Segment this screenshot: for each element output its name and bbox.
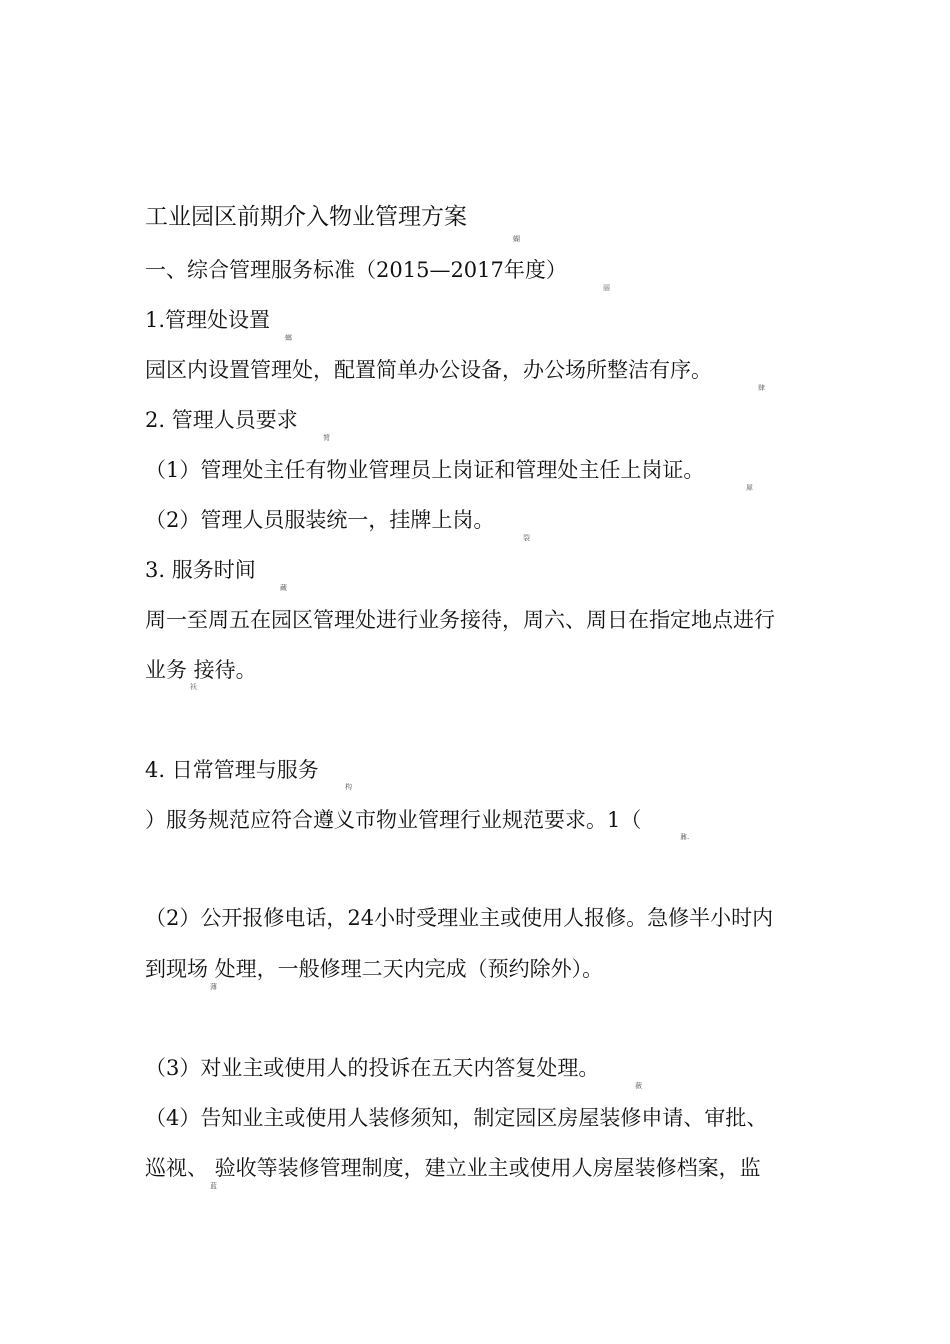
margin-mark: 构 <box>345 783 352 791</box>
paragraph-line: （3）对业主或使用人的投诉在五天内答复处理。 <box>145 1056 600 1080</box>
paragraph-line: 园区内设置管理处，配置简单办公设备，办公场所整洁有序。 <box>145 358 712 382</box>
paragraph-line: （1）管理处主任有物业管理员上岗证和管理处主任上岗证。 <box>145 458 705 482</box>
paragraph-line: （2）公开报修电话，24小时受理业主或使用人报修。急修半小时内 <box>145 906 774 930</box>
margin-mark: 薇 <box>635 1082 642 1090</box>
subsection-heading: 1.管理处设置 <box>145 308 271 332</box>
margin-mark: 膂 <box>323 434 330 442</box>
margin-mark: 袄 <box>190 683 197 691</box>
margin-mark: 肆 <box>758 384 765 392</box>
margin-mark: 藏 <box>280 584 287 592</box>
margin-mark: 鼐. <box>680 833 690 841</box>
margin-mark: 蝴 <box>513 235 520 243</box>
margin-mark: 犀 <box>746 484 753 492</box>
margin-mark: 蓝 <box>210 1182 217 1190</box>
margin-mark: 薄 <box>210 983 217 991</box>
paragraph-line: 业务 接待。 <box>145 658 257 682</box>
margin-mark: 螂 <box>285 334 292 342</box>
subsection-heading: 3. 服务时间 <box>145 558 256 582</box>
paragraph-line: （4）告知业主或使用人装修须知，制定园区房屋装修申请、审批、 <box>145 1106 768 1130</box>
document-title: 工业园区前期介入物业管理方案 <box>145 204 467 230</box>
paragraph-line: 巡视、 验收等装修管理制度，建立业主或使用人房屋装修档案，监 <box>145 1156 761 1180</box>
paragraph-line: （2）管理人员服装统一，挂牌上岗。 <box>145 508 495 532</box>
section-heading: 一、综合管理服务标准（2015—2017年度） <box>145 258 567 282</box>
margin-mark: 裂 <box>523 534 530 542</box>
subsection-heading: 2. 管理人员要求 <box>145 408 298 432</box>
paragraph-line: 到现场 处理，一般修理二天内完成（预约除外）。 <box>145 957 604 981</box>
paragraph-line: 周一至周五在园区管理处进行业务接待，周六、周日在指定地点进行 <box>145 608 775 632</box>
subsection-heading: 4. 日常管理与服务 <box>145 758 319 782</box>
paragraph-line: ）服务规范应符合遵义市物业管理行业规范要求。1（ <box>145 808 642 832</box>
margin-mark: 丽 <box>603 284 610 292</box>
